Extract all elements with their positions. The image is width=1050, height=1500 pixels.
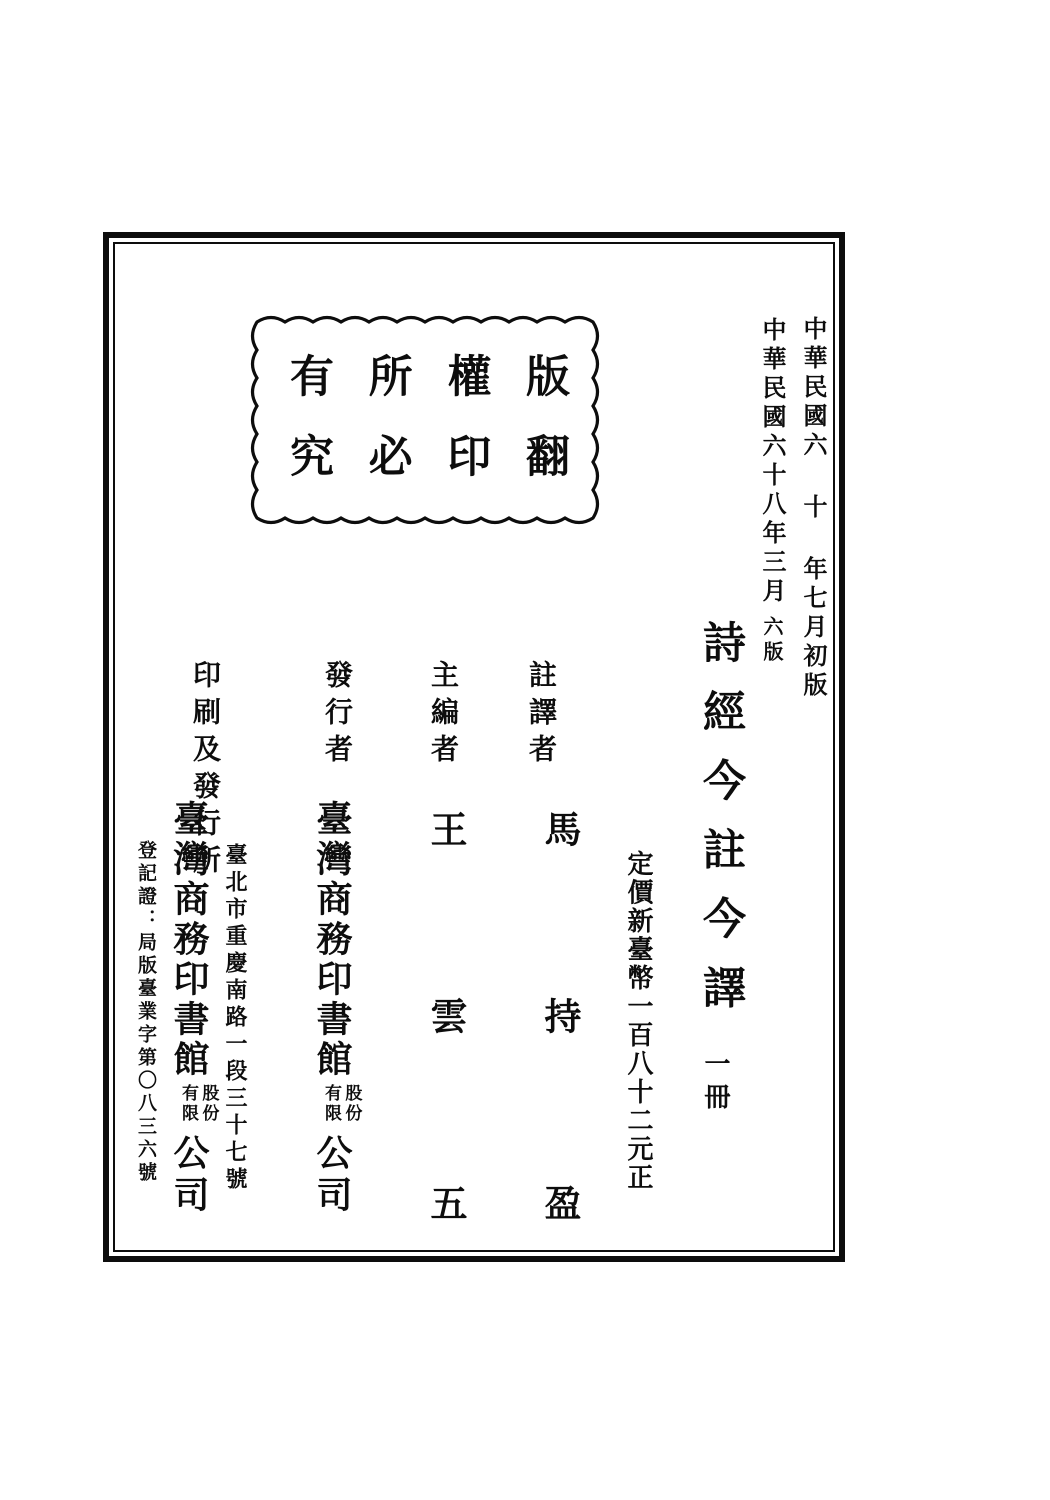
printer-company-tail: 公司 xyxy=(168,1134,209,1218)
stamp-column: 版翻 xyxy=(517,353,569,513)
price-line: 定價新臺幣一百八十二元正 xyxy=(623,850,653,1192)
contributor-name-annotator: 馬持盈 xyxy=(538,810,581,1371)
contributor-role-annotator: 註譯者 xyxy=(525,660,558,771)
publisher-company-suffix-small: 股份有限 xyxy=(321,1084,362,1124)
contributor-name-editor: 王雲五 xyxy=(424,810,467,1371)
book-title: 詩經今註今譯 xyxy=(696,620,746,1034)
printer-company xyxy=(170,800,218,1218)
edition-date-current xyxy=(760,317,784,666)
printer-address: 臺北市重慶南路一段三十七號 xyxy=(222,843,247,1194)
printer-company-name: 臺灣商務印書館 xyxy=(168,800,209,1080)
edition-number-label: 六版 xyxy=(760,616,784,666)
stamp-column: 有究 xyxy=(282,353,333,513)
copyright-stamp xyxy=(243,313,607,527)
registration-number: 登記證：局版臺業字第〇八三六號 xyxy=(135,840,157,1185)
printer-company-suffix-small: 股份有限 xyxy=(178,1084,219,1124)
stamp-column: 所必 xyxy=(360,353,412,513)
edition-date-current-text: 中華民國六十八年三月 xyxy=(758,317,786,607)
publisher-company xyxy=(313,800,361,1218)
stamp-column: 權印 xyxy=(439,353,491,513)
printer-role-label: 印刷及發行所 xyxy=(189,660,222,882)
publisher-company-tail: 公司 xyxy=(311,1134,352,1218)
edition-date-first: 中華民國六 十 年七月初版 xyxy=(799,316,827,701)
publisher-company-name: 臺灣商務印書館 xyxy=(311,800,352,1080)
stamp-text-grid xyxy=(243,313,607,527)
publisher-role: 發行者 xyxy=(321,660,354,771)
volume-count: 一冊 xyxy=(700,1050,730,1116)
contributor-role-editor: 主編者 xyxy=(427,660,460,771)
